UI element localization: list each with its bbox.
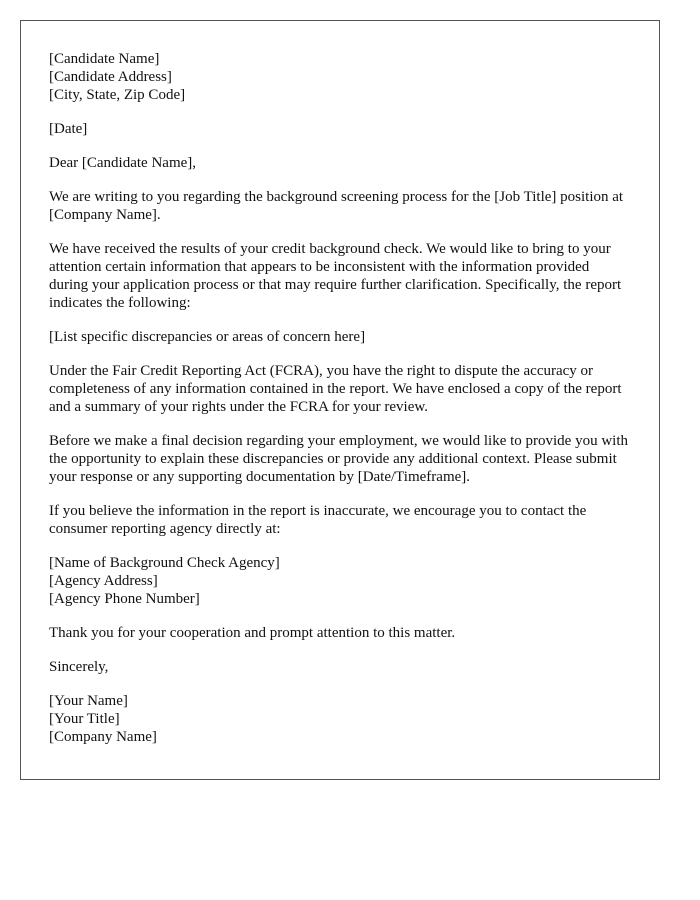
paragraph-fcra-rights: Under the Fair Credit Reporting Act (FCRA), you have the right to dispute the accuracy or completeness of any information contained in the report. We have enclosed a copy of the report and a summary of your rights under the FCRA for your review. xyxy=(49,363,622,415)
letter-date: [Date] xyxy=(49,121,88,137)
sender-name: [Your Name] xyxy=(49,693,128,709)
sender-company: [Company Name] xyxy=(49,729,157,745)
paragraph-intro: We are writing to you regarding the background screening process for the [Job Title] position at [Company Name]. xyxy=(49,189,624,223)
candidate-address-block xyxy=(49,50,631,104)
thank-you-line: Thank you for your cooperation and prompt attention to this matter. xyxy=(49,625,456,641)
candidate-name: [Candidate Name] xyxy=(49,51,160,67)
agency-phone: [Agency Phone Number] xyxy=(49,591,200,607)
signature-block xyxy=(49,692,631,746)
sender-title: [Your Title] xyxy=(49,711,120,727)
paragraph-results: We have received the results of your credit background check. We would like to bring to your attention certain information that appears to be inconsistent with the information provided during your application process or that may require further clarification. Specifically, the report indicates the following: xyxy=(49,241,622,311)
paragraph-discrepancies: [List specific discrepancies or areas of concern here] xyxy=(49,329,366,345)
letter-page xyxy=(20,20,660,780)
candidate-address: [Candidate Address] xyxy=(49,69,172,85)
closing: Sincerely, xyxy=(49,659,109,675)
paragraph-contact-agency: If you believe the information in the report is inaccurate, we encourage you to contact the consumer reporting agency directly at: xyxy=(49,503,587,537)
candidate-city-state-zip: [City, State, Zip Code] xyxy=(49,87,186,103)
paragraph-response-request: Before we make a final decision regarding your employment, we would like to provide you with the opportunity to explain these discrepancies or provide any additional context. Please submit your response or any supporting documentation by [Date/Timeframe]. xyxy=(49,433,629,485)
agency-address: [Agency Address] xyxy=(49,573,158,589)
salutation: Dear [Candidate Name], xyxy=(49,155,197,171)
agency-name: [Name of Background Check Agency] xyxy=(49,555,280,571)
agency-block xyxy=(49,554,631,608)
